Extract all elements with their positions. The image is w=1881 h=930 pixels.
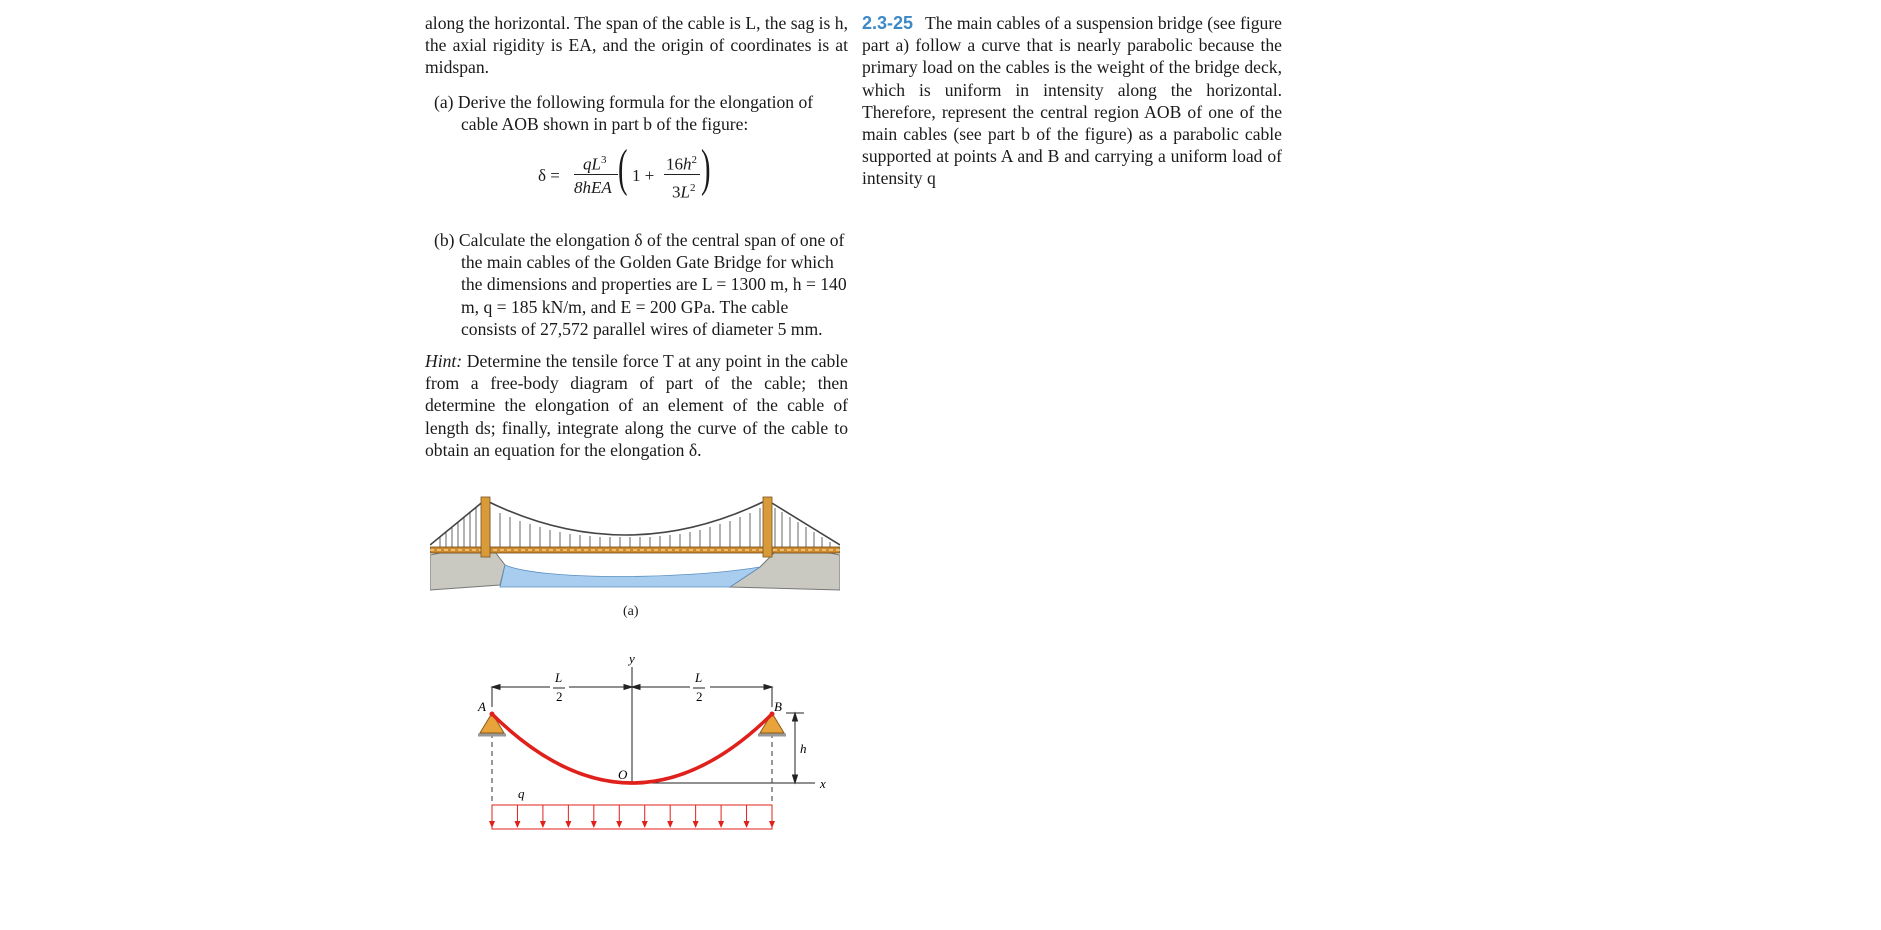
formula-lhs: δ = [538, 166, 560, 186]
load-arrow [540, 805, 546, 828]
load-arrow [616, 805, 622, 828]
load-intensity-label: q [518, 786, 525, 801]
sag-label: h [800, 741, 807, 756]
formula-right-paren: ) [701, 140, 711, 198]
left-column [425, 12, 848, 461]
formula-den2: $3L^2$ [672, 182, 696, 202]
hint-paragraph [425, 350, 848, 461]
left-tower [481, 497, 490, 557]
point-a-label: A [478, 699, 486, 714]
formula-left-paren: ( [618, 140, 628, 198]
problem-number: 2.3-25 [862, 13, 914, 33]
load-arrow [565, 805, 571, 828]
half-span-left-num: L [555, 670, 563, 685]
left-bank [430, 550, 505, 590]
elongation-formula [425, 141, 848, 213]
water [500, 565, 760, 587]
right-tower [763, 497, 772, 557]
formula-fraction-line-2 [664, 174, 700, 175]
point-b-label: B [774, 699, 782, 714]
load-arrows [489, 805, 775, 828]
load-box [492, 805, 772, 829]
hint-text: Determine the tensile force T at any point in the cable from a free-body diagram of part of the cable; then determine the elongation of an element of the cable of length ds; finally, integrate along the curve of the cable to obtain an equation for the elongation δ. [425, 351, 848, 460]
load-arrow [667, 805, 673, 828]
y-axis-label: y [629, 651, 635, 666]
load-arrow [769, 805, 775, 828]
half-span-right-den: 2 [696, 689, 703, 704]
problem-statement [862, 12, 1282, 190]
half-span-right-num: L [695, 670, 703, 685]
part-b-text: (b) Calculate the elongation δ of the central span of one of the main cables of the Golden Gate Bridge for which the dimensions and properties are L = 1300 m, h = 140 m, q = 185 kN/m, and E = 200 GPa. The cable consists of 27,572 parallel wires of diameter 5 mm. [434, 230, 847, 339]
formula-fraction-line-1 [574, 174, 618, 175]
problem-text: The main cables of a suspension bridge (see figure part a) follow a curve that is nearly parabolic because the primary load on the cables is the weight of the bridge deck, which is uniform in intensity along the horizontal. Therefore, represent the central region AOB of one of the main cables (see part b of the figure) as a parabolic cable supported at points A and B and carrying a uniform load of intensity q [862, 13, 1282, 189]
right-column [862, 12, 1282, 190]
formula-den1: 8hEA [574, 178, 612, 198]
load-arrow [489, 805, 495, 828]
cable-diagram [470, 645, 850, 845]
half-span-left-den: 2 [556, 689, 563, 704]
load-arrow [514, 805, 520, 828]
figure-a-caption: (a) [623, 604, 639, 619]
load-arrow [693, 805, 699, 828]
main-cable [430, 500, 840, 545]
load-arrow [591, 805, 597, 828]
load-arrow [718, 805, 724, 828]
load-arrow [642, 805, 648, 828]
formula-num1: $qL^3$ [583, 154, 607, 174]
formula-one-plus: 1 + [632, 166, 655, 186]
formula-num2: $16h^2$ [666, 154, 697, 174]
intro-paragraph: along the horizontal. The span of the cable is L, the sag is h, the axial rigidity is EA, and the origin of coordinates is at midspan. [425, 13, 848, 78]
hint-label: Hint: [425, 351, 463, 372]
x-axis-label: x [820, 776, 826, 791]
part-a-text: (a) Derive the following formula for the elongation of cable AOB shown in part b of the figure: [434, 91, 814, 134]
origin-label: O [618, 767, 628, 782]
load-arrow [744, 805, 750, 828]
bridge-illustration [430, 495, 840, 595]
